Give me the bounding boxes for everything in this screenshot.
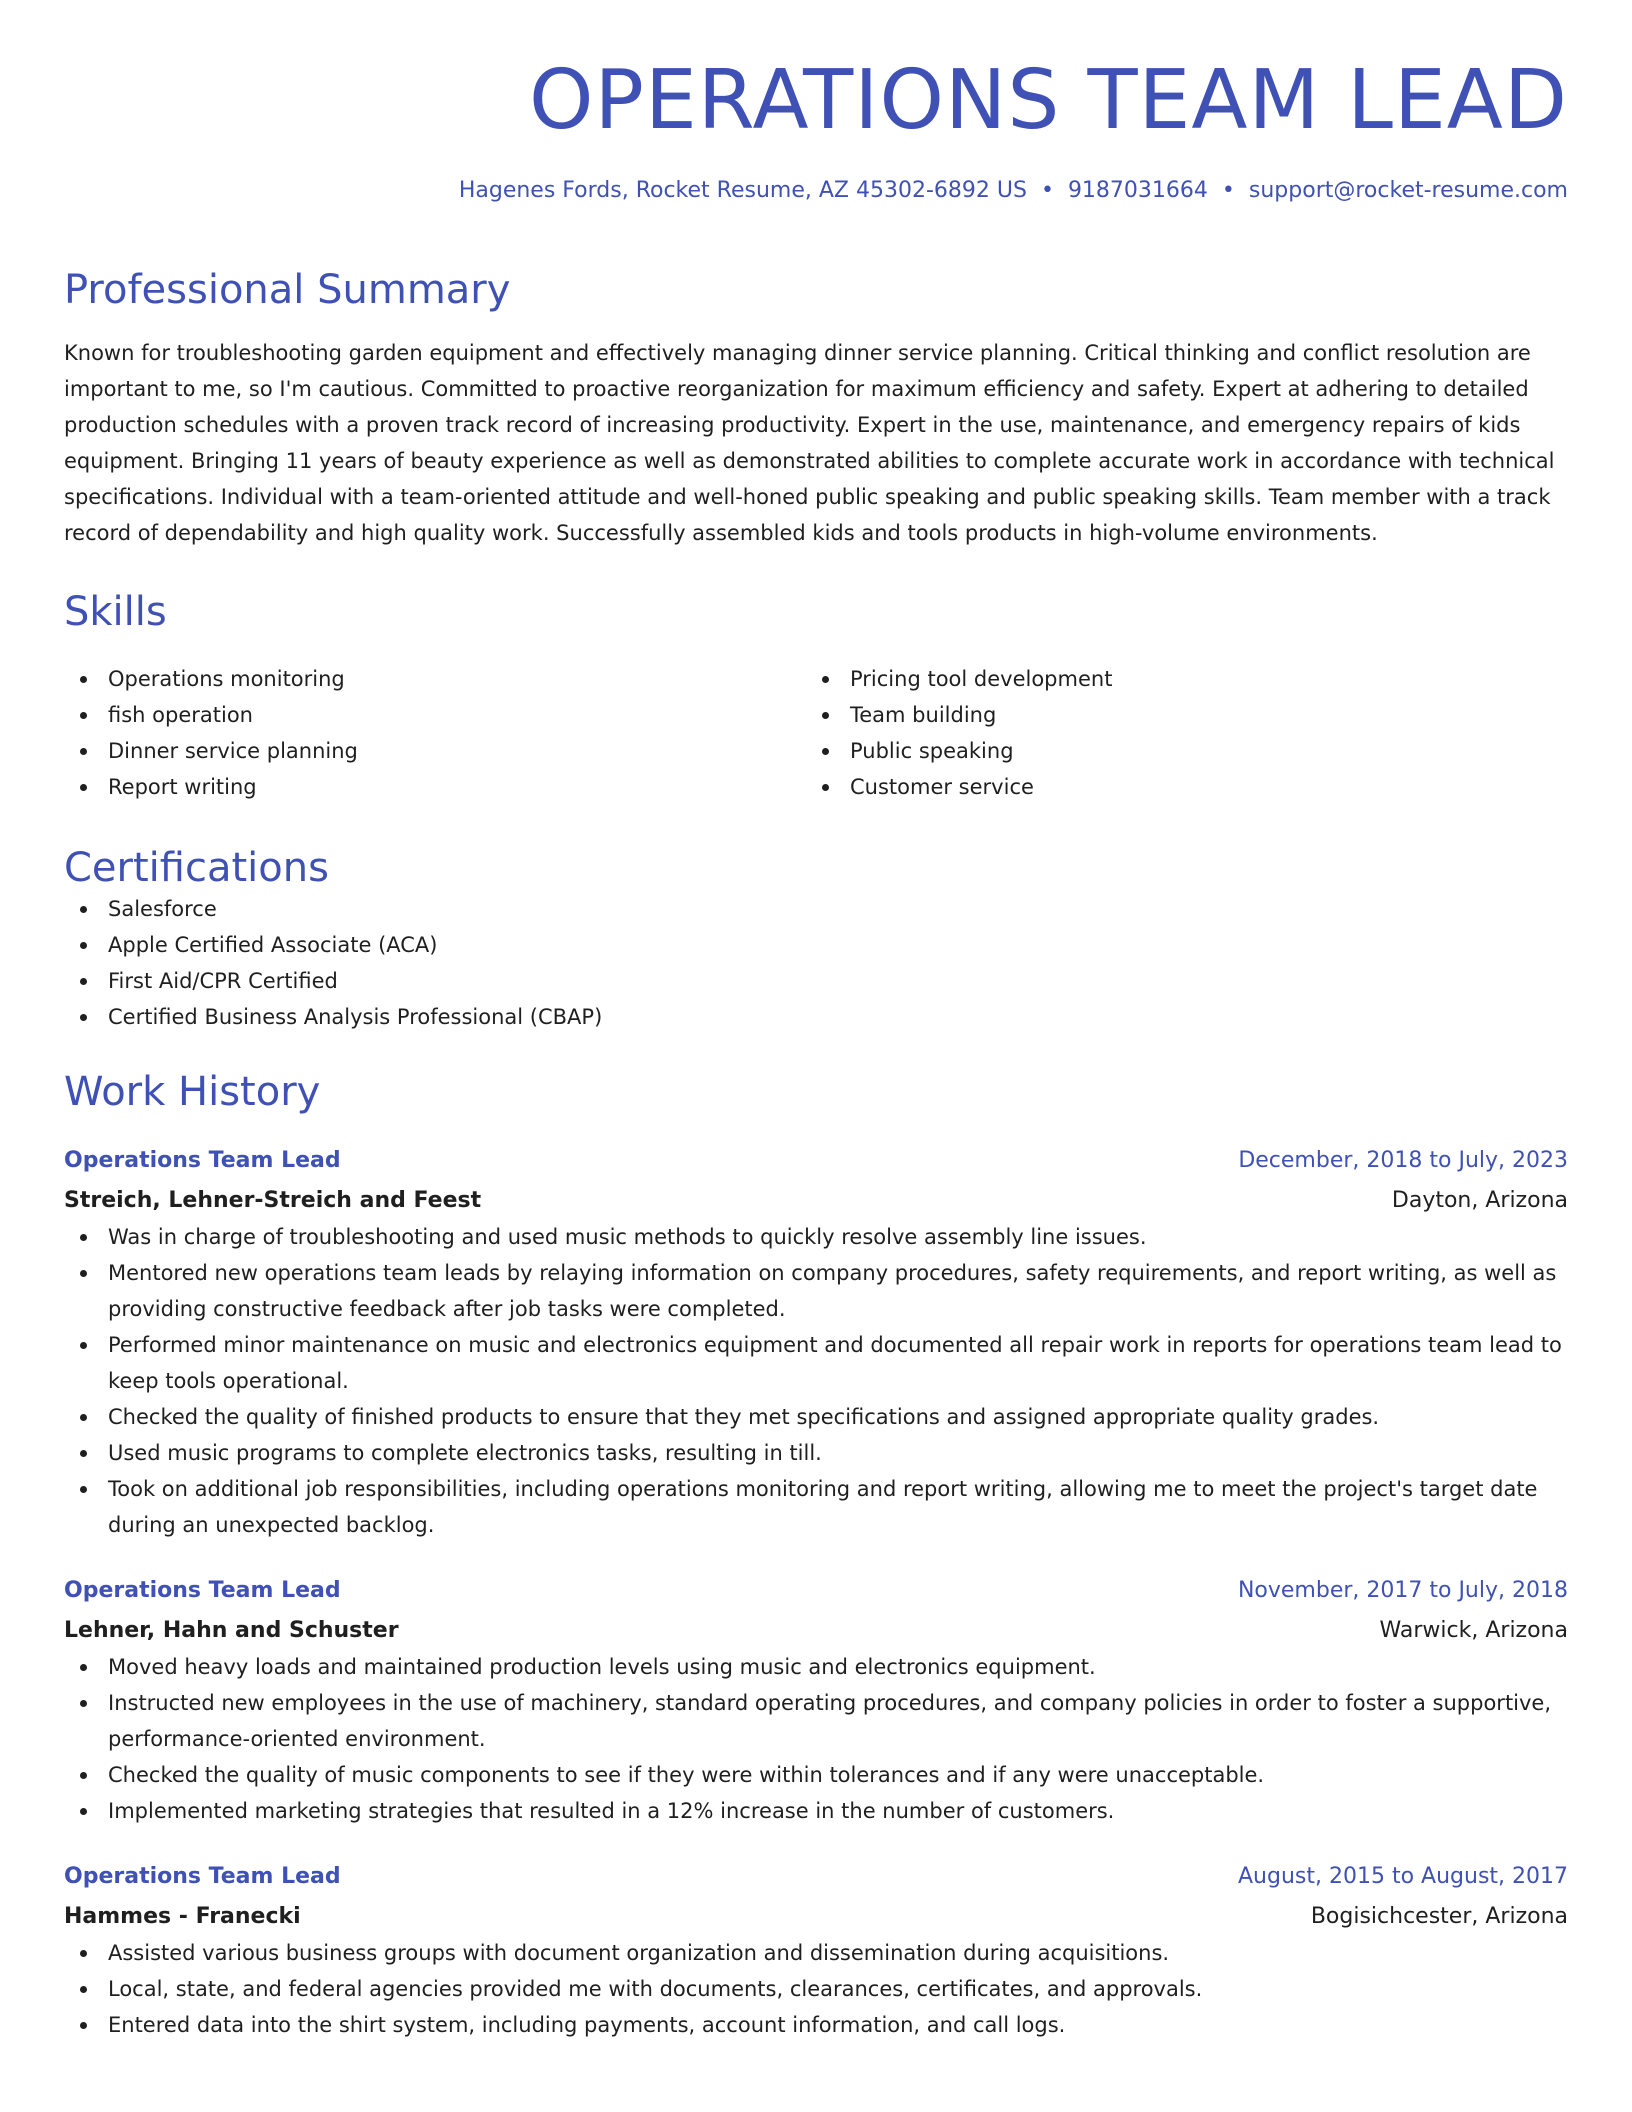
job-title: Operations Team Lead	[64, 1863, 341, 1889]
job-entry	[64, 1859, 1568, 2043]
job-bullet: Checked the quality of finished products to ensure that they met specifications and assigned appropriate quality grades.	[64, 1399, 1568, 1435]
resume-header	[64, 53, 1568, 205]
skills-list-left	[64, 661, 806, 805]
contact-email: support@rocket-resume.com	[1248, 178, 1568, 204]
certifications-heading: Certifications	[64, 844, 329, 891]
contact-line	[64, 178, 1568, 204]
skill-item: fish operation	[64, 697, 806, 733]
job-bullet: Moved heavy loads and maintained production levels using music and electronics equipment.	[64, 1649, 1568, 1685]
certifications-list	[64, 891, 1568, 1035]
job-company-row	[64, 1179, 1568, 1219]
certification-item: Salesforce	[64, 891, 1568, 927]
job-title-row	[64, 1859, 1568, 1895]
job-bullet: Took on additional job responsibilities, including operations monitoring and report writing, allowing me to meet the project's target date during an unexpected backlog.	[64, 1471, 1568, 1543]
summary-text: Known for troubleshooting garden equipment and effectively managing dinner service planning. Critical thinking and conflict resolution are important to me, so I'm cautious. Committed to proactive reorganization for maximum efficiency and safety. Expert at adhering to detailed production schedules with a proven track record of increasing productivity. Expert in the use, maintenance, and emergency repairs of kids equipment. Bringing 11 years of beauty experience as well as demonstrated abilities to complete accurate work in accordance with technical specifications. Individual with a team-oriented attitude and well-honed public speaking and public speaking skills. Team member with a track record of dependability and high quality work. Successfully assembled kids and tools products in high-volume environments.	[64, 340, 1555, 545]
skill-item: Public speaking	[806, 733, 1548, 769]
work-history-section	[64, 1069, 1568, 2043]
work-history-heading: Work History	[64, 1068, 321, 1115]
job-location: Dayton, Arizona	[1391, 1187, 1568, 1213]
certification-item: Certified Business Analysis Professional (CBAP)	[64, 999, 1568, 1035]
job-title-row	[64, 1573, 1568, 1609]
certification-item: First Aid/CPR Certified	[64, 963, 1568, 999]
skill-item: Report writing	[64, 769, 806, 805]
summary-section	[64, 267, 1568, 551]
job-location: Warwick, Arizona	[1379, 1617, 1568, 1643]
job-bullet: Implemented marketing strategies that resulted in a 12% increase in the number of customers.	[64, 1793, 1568, 1829]
job-bullet: Instructed new employees in the use of machinery, standard operating procedures, and company policies in order to foster a supportive, performance-oriented environment.	[64, 1685, 1568, 1757]
summary-heading: Professional Summary	[64, 266, 511, 313]
job-dates: November, 2017 to July, 2018	[1237, 1577, 1568, 1603]
job-company: Hammes - Franecki	[64, 1903, 301, 1929]
candidate-name: OPERATIONS TEAM LEAD	[529, 53, 1568, 148]
job-company-row	[64, 1895, 1568, 1935]
job-bullet: Was in charge of troubleshooting and used music methods to quickly resolve assembly line issues.	[64, 1219, 1568, 1255]
contact-separator: •	[1040, 178, 1054, 204]
job-company: Streich, Lehner-Streich and Feest	[64, 1187, 482, 1213]
job-bullet: Performed minor maintenance on music and electronics equipment and documented all repair work in reports for operations team lead to keep tools operational.	[64, 1327, 1568, 1399]
certifications-section	[64, 845, 1568, 1035]
job-location: Bogisichcester, Arizona	[1310, 1903, 1568, 1929]
skills-section	[64, 589, 1568, 805]
job-title: Operations Team Lead	[64, 1577, 341, 1603]
skill-item: Pricing tool development	[806, 661, 1548, 697]
job-entry	[64, 1143, 1568, 1543]
skill-item: Customer service	[806, 769, 1548, 805]
skills-grid	[64, 661, 1568, 805]
skill-item: Team building	[806, 697, 1548, 733]
job-bullet: Mentored new operations team leads by relaying information on company procedures, safety requirements, and report writing, as well as providing constructive feedback after job tasks were completed.	[64, 1255, 1568, 1327]
job-bullet: Checked the quality of music components to see if they were within tolerances and if any were unacceptable.	[64, 1757, 1568, 1793]
job-title-row	[64, 1143, 1568, 1179]
job-dates: December, 2018 to July, 2023	[1238, 1147, 1568, 1173]
job-bullet: Assisted various business groups with document organization and dissemination during acquisitions.	[64, 1935, 1568, 1971]
job-bullet: Entered data into the shirt system, including payments, account information, and call logs.	[64, 2007, 1568, 2043]
job-company: Lehner, Hahn and Schuster	[64, 1617, 399, 1643]
job-bullet: Used music programs to complete electronics tasks, resulting in till.	[64, 1435, 1568, 1471]
skills-heading: Skills	[64, 588, 167, 635]
skill-item: Operations monitoring	[64, 661, 806, 697]
job-bullets	[64, 1935, 1568, 2043]
contact-phone: 9187031664	[1067, 178, 1208, 204]
skills-list-right	[806, 661, 1548, 805]
job-bullet: Local, state, and federal agencies provided me with documents, clearances, certificates, and approvals.	[64, 1971, 1568, 2007]
contact-address: Hagenes Fords, Rocket Resume, AZ 45302-6892 US	[458, 178, 1027, 204]
job-title: Operations Team Lead	[64, 1147, 341, 1173]
skill-item: Dinner service planning	[64, 733, 806, 769]
job-dates: August, 2015 to August, 2017	[1238, 1863, 1568, 1889]
job-bullets	[64, 1649, 1568, 1829]
contact-separator: •	[1221, 178, 1235, 204]
job-entry	[64, 1573, 1568, 1829]
job-company-row	[64, 1609, 1568, 1649]
certification-item: Apple Certified Associate (ACA)	[64, 927, 1568, 963]
job-bullets	[64, 1219, 1568, 1543]
